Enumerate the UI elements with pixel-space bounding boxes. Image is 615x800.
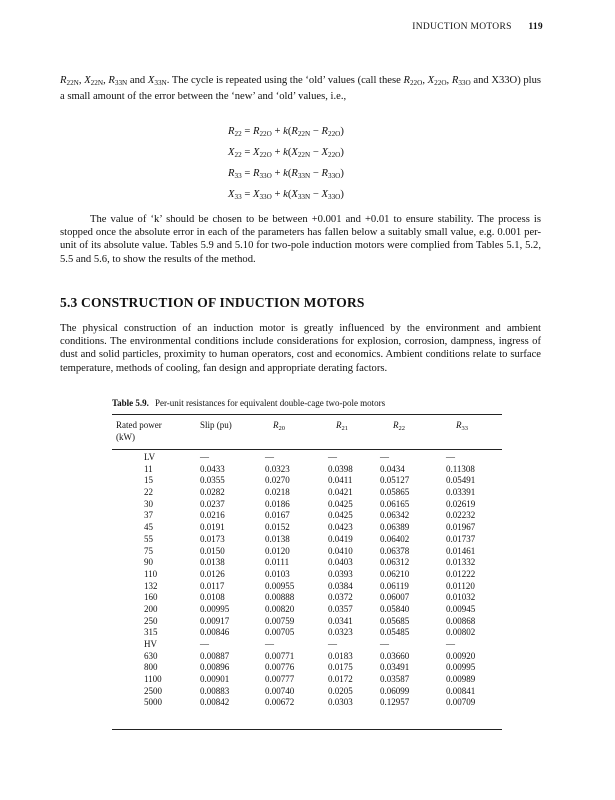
cell-r22: 0.03660 <box>380 650 410 661</box>
p1-text: . The cycle is repeated using the ‘old’ values (call these <box>166 75 404 86</box>
cell-slip: 0.00842 <box>200 697 230 708</box>
table-header-rule <box>112 449 502 450</box>
table-row <box>112 581 502 593</box>
cell-rated-power: 15 <box>144 475 153 486</box>
cell-r21: 0.0205 <box>328 685 353 696</box>
equation-x33: $X_{33} = X_{33O} + k(X_{33N} - X_{33O})$ <box>228 189 344 201</box>
p1-and: and <box>129 75 148 86</box>
table-row <box>112 674 502 686</box>
cell-rated-power: 200 <box>144 603 158 614</box>
var-x22o: $X_{22O}$ <box>427 75 447 87</box>
table-row <box>112 627 502 639</box>
cell-slip: 0.0237 <box>200 498 225 509</box>
equation-r22: $R_{22} = R_{22O} + k(R_{22N} - R_{22O})$ <box>228 126 344 138</box>
paragraph-3: The physical construction of an induction motor is greatly influenced by the environment and ambient conditions. The environmental conditions include considerations for explosion, corrosion, dampness, ingress of dust and solid particles, proximity to human operators, cost and economics. Ambient conditions relate to surface temperature, methods of cooling, fan design and appropriate derating factors. <box>60 323 541 374</box>
cell-slip: 0.0108 <box>200 592 225 603</box>
cell-slip: 0.0117 <box>200 580 225 591</box>
cell-r22: — <box>380 452 389 462</box>
cell-r21: 0.0384 <box>328 580 353 591</box>
table-row <box>112 686 502 698</box>
cell-slip: — <box>200 639 209 649</box>
var-r33o: $R_{33O}$ <box>451 75 471 87</box>
header-r22: $R_{22}$ <box>393 420 405 432</box>
cell-r20: 0.00776 <box>265 662 295 673</box>
cell-r33: 0.02232 <box>446 510 476 521</box>
cell-slip: — <box>200 452 209 462</box>
table-row <box>112 651 502 663</box>
paragraph-1: $R_{22N}$, $X_{22N}$, $R_{33N}$ and $X_{33N}$. The cycle is repeated using the ‘old’ values (call these $R_{22O}$, $X_{22O}$, $R_{33O}$ and X33O) plus a small amount of the error between the ‘new’ and ‘old’ values, i.e., <box>60 75 542 103</box>
table-row <box>112 662 502 674</box>
table-row <box>112 697 502 709</box>
cell-rated-power: 22 <box>144 487 153 498</box>
cell-r21: 0.0323 <box>328 627 353 638</box>
cell-r33: 0.00920 <box>446 650 476 661</box>
cell-rated-power: 11 <box>144 463 153 474</box>
header-rated-power <box>116 419 162 443</box>
cell-r21: 0.0425 <box>328 498 353 509</box>
cell-slip: 0.0191 <box>200 522 225 533</box>
cell-r33: 0.01737 <box>446 533 476 544</box>
table-row <box>112 557 502 569</box>
cell-slip: 0.00896 <box>200 662 230 673</box>
table-row <box>112 592 502 604</box>
cell-r21: — <box>328 639 337 649</box>
cell-r20: 0.0138 <box>265 533 290 544</box>
cell-r22: 0.06312 <box>380 557 410 568</box>
header-slip: Slip (pu) <box>200 420 232 430</box>
cell-rated-power: 90 <box>144 557 153 568</box>
cell-rated-power: 630 <box>144 650 158 661</box>
cell-r22: 0.06389 <box>380 522 410 533</box>
section-heading: 5.3 CONSTRUCTION OF INDUCTION MOTORS <box>60 295 365 310</box>
cell-slip: 0.00887 <box>200 650 230 661</box>
cell-r21: 0.0175 <box>328 662 353 673</box>
var-x22n: $X_{22N}$ <box>84 75 104 87</box>
cell-r20: 0.0103 <box>265 568 290 579</box>
cell-r22: 0.03587 <box>380 674 410 685</box>
cell-r22: 0.06165 <box>380 498 410 509</box>
cell-r33: 0.01332 <box>446 557 476 568</box>
cell-r20: 0.0120 <box>265 545 290 556</box>
table-caption <box>112 398 385 408</box>
cell-r22: 0.12957 <box>380 697 410 708</box>
cell-r21: 0.0183 <box>328 650 353 661</box>
cell-r21: 0.0421 <box>328 487 353 498</box>
cell-r33: 0.11308 <box>446 463 475 474</box>
table-row <box>112 639 502 651</box>
cell-r20: 0.0270 <box>265 475 290 486</box>
cell-r21: 0.0172 <box>328 674 353 685</box>
table-row <box>112 464 502 476</box>
table-caption-text: Per-unit resistances for equivalent double-cage two-pole motors <box>154 398 386 408</box>
table-row <box>112 534 502 546</box>
cell-r33: 0.01222 <box>446 568 476 579</box>
cell-r21: 0.0411 <box>328 475 353 486</box>
cell-r33: 0.00802 <box>446 627 476 638</box>
cell-slip: 0.0282 <box>200 487 225 498</box>
cell-rated-power: 800 <box>144 662 158 673</box>
cell-r20: 0.00705 <box>265 627 295 638</box>
cell-r33: — <box>446 639 455 649</box>
cell-r20: 0.00955 <box>265 580 295 591</box>
cell-rated-power: 30 <box>144 498 153 509</box>
cell-r22: 0.05865 <box>380 487 410 498</box>
cell-r33: 0.01032 <box>446 592 476 603</box>
cell-r22: 0.0434 <box>380 463 405 474</box>
cell-slip: 0.0138 <box>200 557 225 568</box>
cell-r22: 0.06099 <box>380 685 410 696</box>
cell-r33: 0.00995 <box>446 662 476 673</box>
header-r33: $R_{33}$ <box>456 420 468 432</box>
equation-r33: $R_{33} = R_{33O} + k(R_{33N} - R_{33O})$ <box>228 168 344 180</box>
table-row <box>112 604 502 616</box>
cell-slip: 0.00901 <box>200 674 230 685</box>
table-number: Table 5.9. <box>112 398 149 408</box>
cell-r22: 0.06119 <box>380 580 409 591</box>
var-r22o: $R_{22O}$ <box>403 75 423 87</box>
paragraph-2: The value of ‘k’ should be chosen to be between +0.001 and +0.01 to ensure stability. The process is stopped once the absolute error in each of the parameters has fallen below a suitably small value, e.g. 0.001 per-unit of its absolute value. Tables 5.9 and 5.10 for two-pole induction motors were complied from Tables 5.1, 5.2, 5.5 and 5.6, to show the results of the method. <box>60 214 541 265</box>
header-rated-power-unit: (kW) <box>116 432 135 442</box>
table-row <box>112 546 502 558</box>
var-r22n: $R_{22N}$ <box>60 75 79 87</box>
cell-r33: 0.02619 <box>446 498 476 509</box>
cell-r33: 0.00868 <box>446 615 476 626</box>
table-row <box>112 452 502 464</box>
header-r21: $R_{21}$ <box>336 420 348 432</box>
table-row <box>112 499 502 511</box>
cell-r20: 0.00672 <box>265 697 295 708</box>
cell-r20: 0.0186 <box>265 498 290 509</box>
var-x33n: $X_{33N}$ <box>147 75 167 87</box>
table-row <box>112 522 502 534</box>
table-bottom-rule <box>112 729 502 730</box>
cell-rated-power: 45 <box>144 522 153 533</box>
cell-r21: — <box>328 452 337 462</box>
cell-r20: 0.00759 <box>265 615 295 626</box>
table-row <box>112 616 502 628</box>
cell-r22: 0.05127 <box>380 475 410 486</box>
cell-r22: — <box>380 639 389 649</box>
cell-r20: 0.00777 <box>265 674 295 685</box>
cell-r22: 0.05840 <box>380 603 410 614</box>
equation-x22: $X_{22} = X_{22O} + k(X_{22N} - X_{22O})$ <box>228 147 344 159</box>
cell-slip: 0.0150 <box>200 545 225 556</box>
cell-r33: 0.00989 <box>446 674 476 685</box>
cell-slip: 0.0126 <box>200 568 225 579</box>
cell-r22: 0.03491 <box>380 662 410 673</box>
cell-r20: 0.0218 <box>265 487 290 498</box>
cell-r33: 0.00945 <box>446 603 476 614</box>
cell-r20: 0.0152 <box>265 522 290 533</box>
cell-r21: 0.0419 <box>328 533 353 544</box>
cell-r20: 0.00820 <box>265 603 295 614</box>
cell-slip: 0.00883 <box>200 685 230 696</box>
page-number: 119 <box>528 22 543 32</box>
table-row <box>112 487 502 499</box>
table-body <box>112 452 502 709</box>
cell-rated-power: 37 <box>144 510 153 521</box>
cell-r33: 0.01461 <box>446 545 476 556</box>
cell-rated-power: 5000 <box>144 697 162 708</box>
cell-r20: 0.00888 <box>265 592 295 603</box>
cell-slip: 0.00846 <box>200 627 230 638</box>
cell-r20: — <box>265 452 274 462</box>
cell-slip: 0.00995 <box>200 603 230 614</box>
running-header <box>412 22 543 32</box>
cell-rated-power: 315 <box>144 627 158 638</box>
cell-rated-power: 2500 <box>144 685 162 696</box>
cell-r21: 0.0393 <box>328 568 353 579</box>
cell-rated-power: LV <box>144 452 156 462</box>
cell-r20: 0.00740 <box>265 685 295 696</box>
table-row <box>112 569 502 581</box>
cell-r21: 0.0303 <box>328 697 353 708</box>
p1-end: and X33O) plus a small amount of the error between the ‘new’ and ‘old’ values, i.e., <box>60 75 542 103</box>
cell-r20: — <box>265 639 274 649</box>
cell-slip: 0.0216 <box>200 510 225 521</box>
cell-r22: 0.05485 <box>380 627 410 638</box>
table-top-rule <box>112 414 502 415</box>
cell-rated-power: 1100 <box>144 674 162 685</box>
running-title: INDUCTION MOTORS <box>412 22 512 32</box>
cell-r20: 0.0167 <box>265 510 290 521</box>
cell-r22: 0.06342 <box>380 510 410 521</box>
cell-r21: 0.0398 <box>328 463 353 474</box>
cell-r21: 0.0372 <box>328 592 353 603</box>
cell-r33: 0.01967 <box>446 522 476 533</box>
cell-r33: 0.00841 <box>446 685 476 696</box>
cell-slip: 0.00917 <box>200 615 230 626</box>
cell-r33: 0.01120 <box>446 580 475 591</box>
cell-r22: 0.06210 <box>380 568 410 579</box>
cell-r33: 0.05491 <box>446 475 476 486</box>
cell-rated-power: 250 <box>144 615 158 626</box>
cell-r21: 0.0423 <box>328 522 353 533</box>
cell-rated-power: 75 <box>144 545 153 556</box>
cell-r20: 0.0323 <box>265 463 290 474</box>
cell-slip: 0.0355 <box>200 475 225 486</box>
cell-r21: 0.0403 <box>328 557 353 568</box>
cell-r33: 0.03391 <box>446 487 476 498</box>
cell-r22: 0.06402 <box>380 533 410 544</box>
cell-r20: 0.00771 <box>265 650 295 661</box>
cell-rated-power: 110 <box>144 568 158 579</box>
header-r20: $R_{20}$ <box>273 420 285 432</box>
cell-rated-power: 160 <box>144 592 158 603</box>
cell-r21: 0.0341 <box>328 615 353 626</box>
cell-r21: 0.0425 <box>328 510 353 521</box>
cell-rated-power: 55 <box>144 533 153 544</box>
cell-r21: 0.0357 <box>328 603 353 614</box>
cell-r22: 0.05685 <box>380 615 410 626</box>
table-row <box>112 510 502 522</box>
cell-r33: — <box>446 452 455 462</box>
cell-r21: 0.0410 <box>328 545 353 556</box>
header-rated-power-label: Rated power <box>116 420 162 430</box>
cell-r20: 0.0111 <box>265 557 290 568</box>
cell-rated-power: 132 <box>144 580 158 591</box>
cell-r22: 0.06378 <box>380 545 410 556</box>
cell-slip: 0.0173 <box>200 533 225 544</box>
cell-r22: 0.06007 <box>380 592 410 603</box>
var-r33n: $R_{33N}$ <box>108 75 128 87</box>
cell-r33: 0.00709 <box>446 697 476 708</box>
cell-slip: 0.0433 <box>200 463 225 474</box>
cell-rated-power: HV <box>144 639 157 649</box>
table-row <box>112 475 502 487</box>
